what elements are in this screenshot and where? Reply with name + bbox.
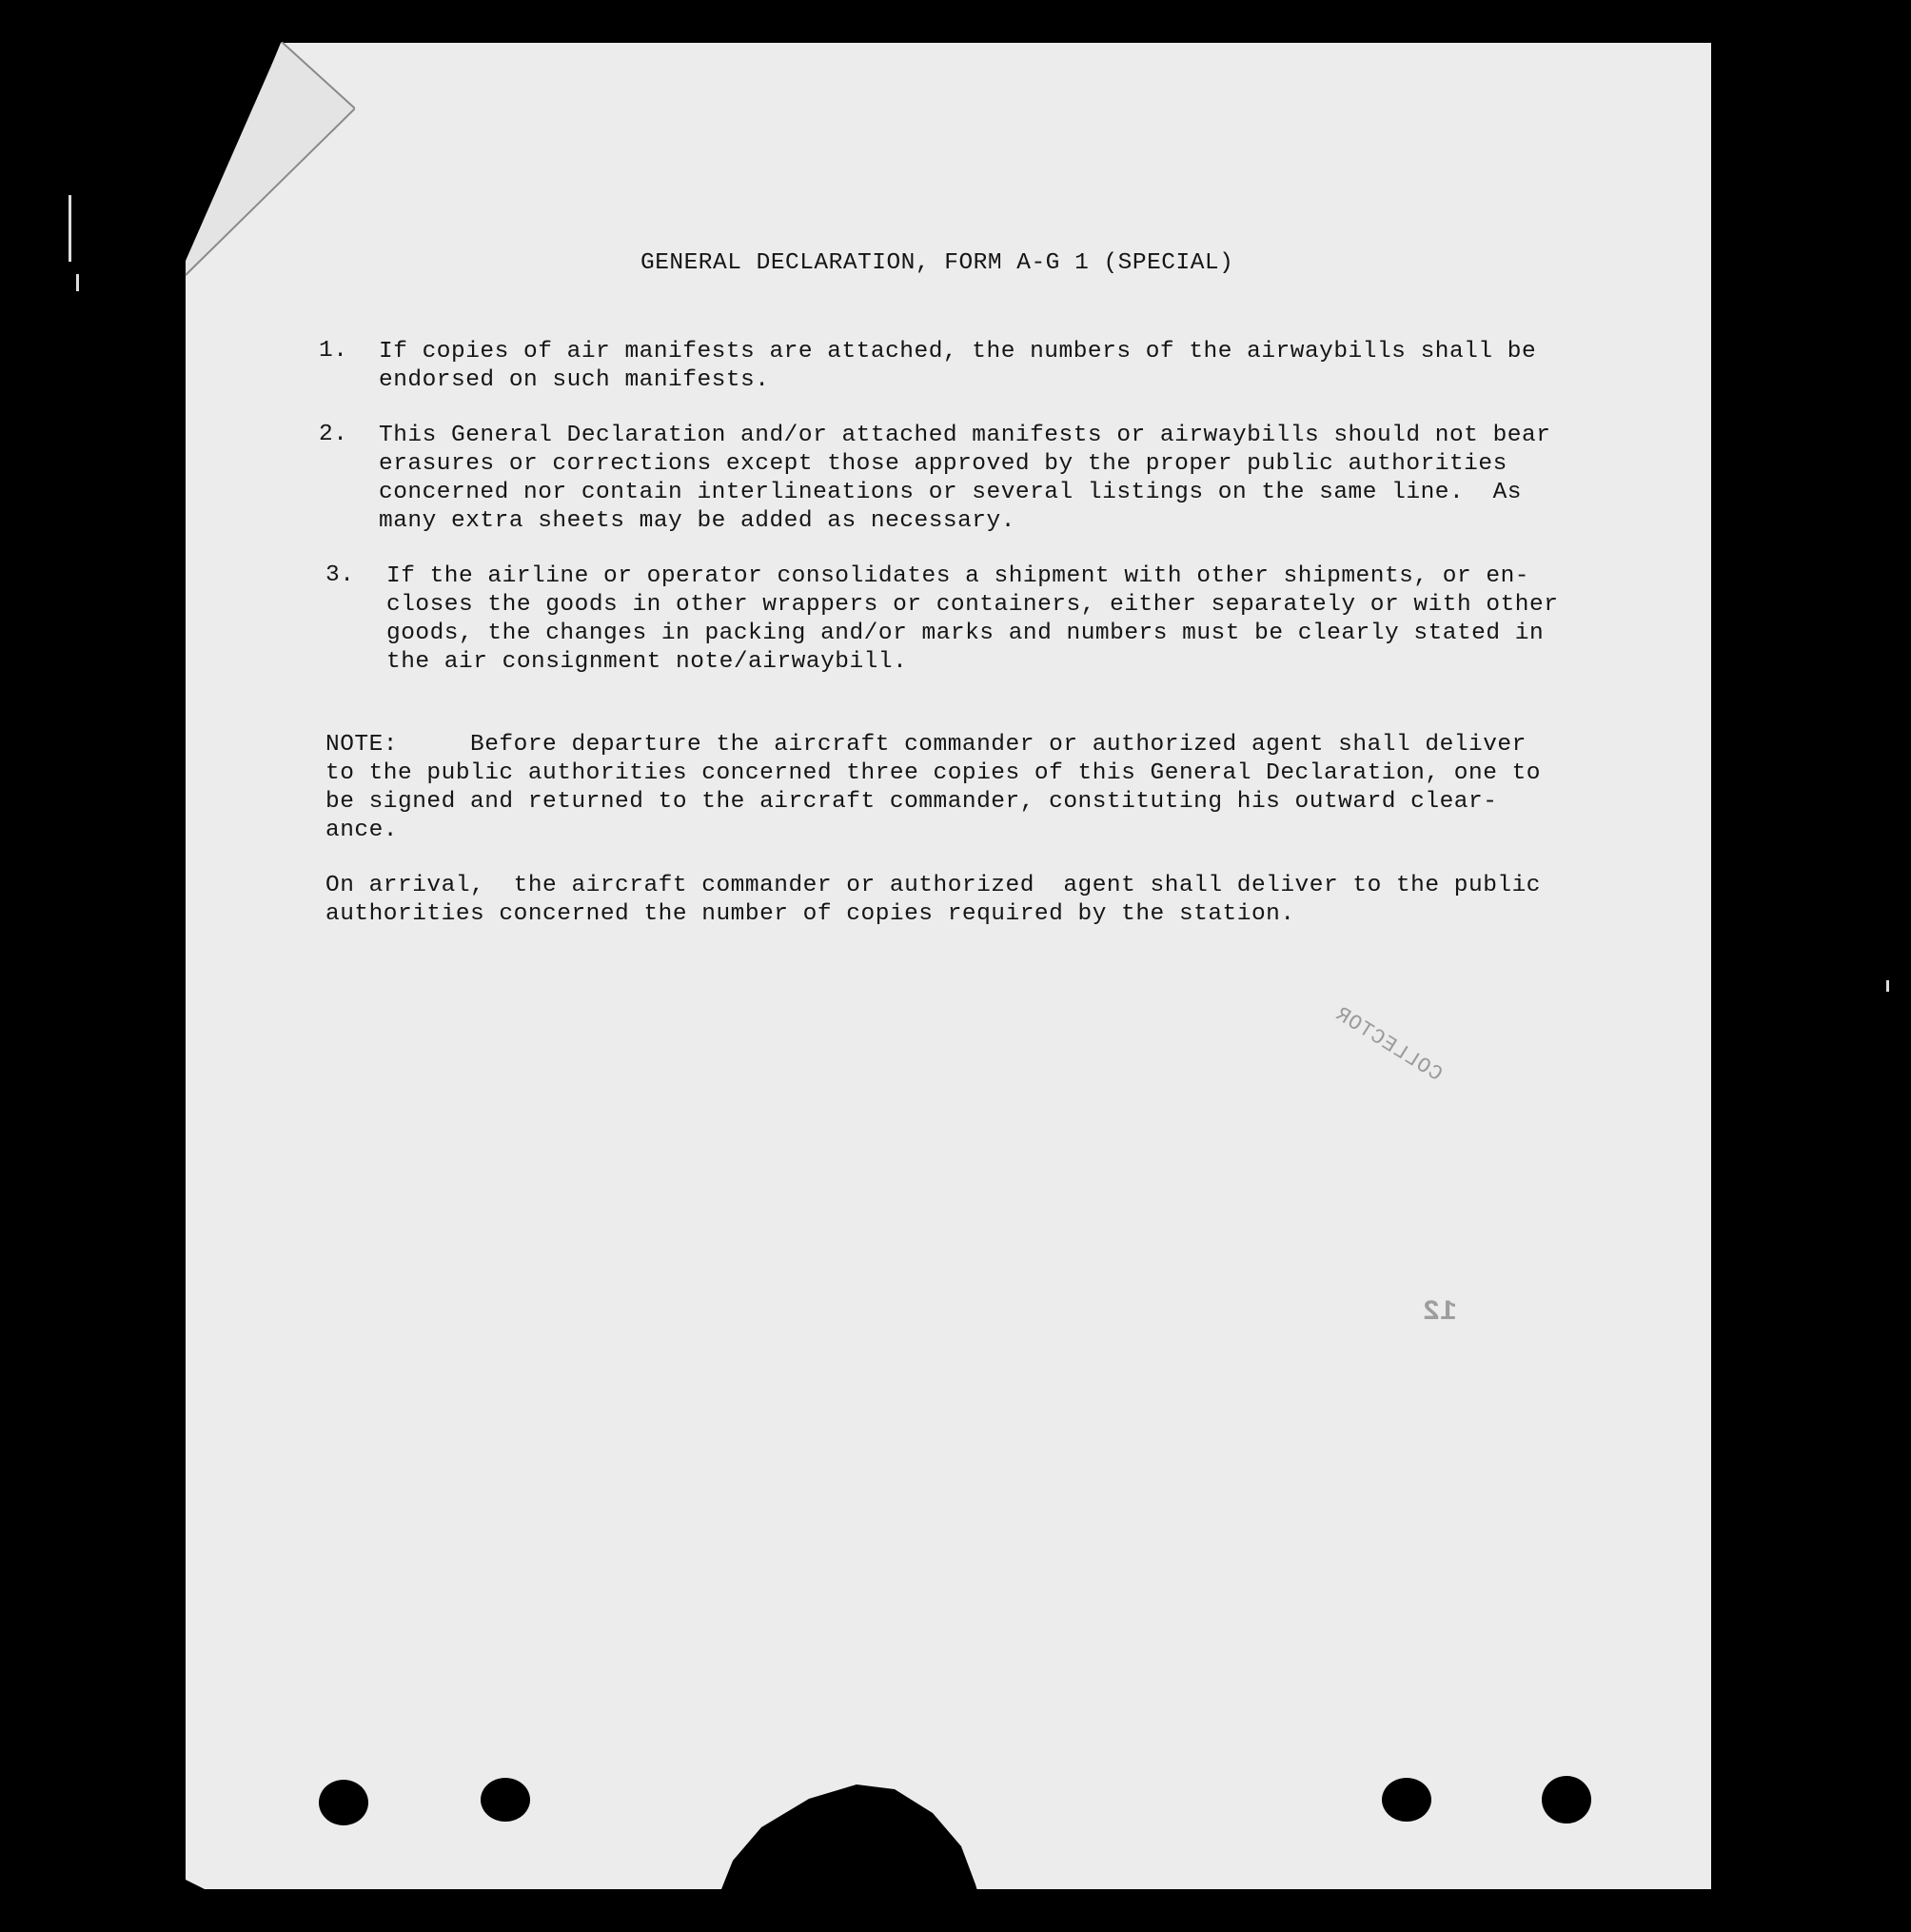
punch-hole xyxy=(1542,1776,1591,1824)
list-item xyxy=(325,562,1601,677)
text-line: to the public authorities concerned three copies of this General Declaration, one to xyxy=(325,760,1542,786)
text-line: endorsed on such manifests. xyxy=(379,367,770,393)
item-text xyxy=(379,422,1550,536)
text-line: authorities concerned the number of copies required by the station. xyxy=(325,901,1295,927)
text-line: erasures or corrections except those approved by the proper public authorities xyxy=(379,451,1507,477)
note-paragraph xyxy=(325,731,1541,845)
text-line: be signed and returned to the aircraft commander, constituting his outward clear- xyxy=(325,789,1498,815)
edge-mark xyxy=(76,274,79,291)
text-line: NOTE: Before departure the aircraft commander or authorized agent shall deliver xyxy=(325,732,1527,758)
document-title: GENERAL DECLARATION, FORM A-G 1 (SPECIAL) xyxy=(640,250,1234,276)
punch-hole xyxy=(481,1778,530,1822)
arrival-paragraph xyxy=(325,872,1541,929)
item-number: 1. xyxy=(319,338,348,364)
edge-mark xyxy=(1886,980,1889,992)
punch-hole xyxy=(1382,1778,1431,1822)
edge-mark xyxy=(69,195,71,262)
list-item xyxy=(319,422,1594,536)
paper-sheet xyxy=(186,43,1711,1889)
folded-corner xyxy=(184,42,355,280)
item-number: 2. xyxy=(319,422,348,447)
text-line: concerned nor contain interlineations or several listings on the same line. As xyxy=(379,480,1522,505)
item-text xyxy=(379,338,1536,395)
list-item xyxy=(319,338,1594,395)
text-line: closes the goods in other wrappers or containers, either separately or with other xyxy=(386,592,1559,618)
text-line: many extra sheets may be added as necessary. xyxy=(379,508,1015,534)
text-line: the air consignment note/airwaybill. xyxy=(386,649,908,675)
text-line: ance. xyxy=(325,818,399,843)
bleed-through-stamp: COLLECTOR xyxy=(1330,1002,1447,1087)
text-line: This General Declaration and/or attached manifests or airwaybills should not bear xyxy=(379,423,1551,448)
bleed-through-mark: 12 xyxy=(1423,1296,1458,1329)
text-line: If the airline or operator consolidates a shipment with other shipments, or en- xyxy=(386,563,1529,589)
punch-hole xyxy=(319,1780,368,1825)
text-line: goods, the changes in packing and/or marks and numbers must be clearly stated in xyxy=(386,621,1545,646)
text-line: If copies of air manifests are attached, the numbers of the airwaybills shall be xyxy=(379,339,1537,365)
item-number: 3. xyxy=(325,562,355,588)
item-text xyxy=(386,562,1558,677)
text-line: On arrival, the aircraft commander or authorized agent shall deliver to the public xyxy=(325,873,1542,898)
